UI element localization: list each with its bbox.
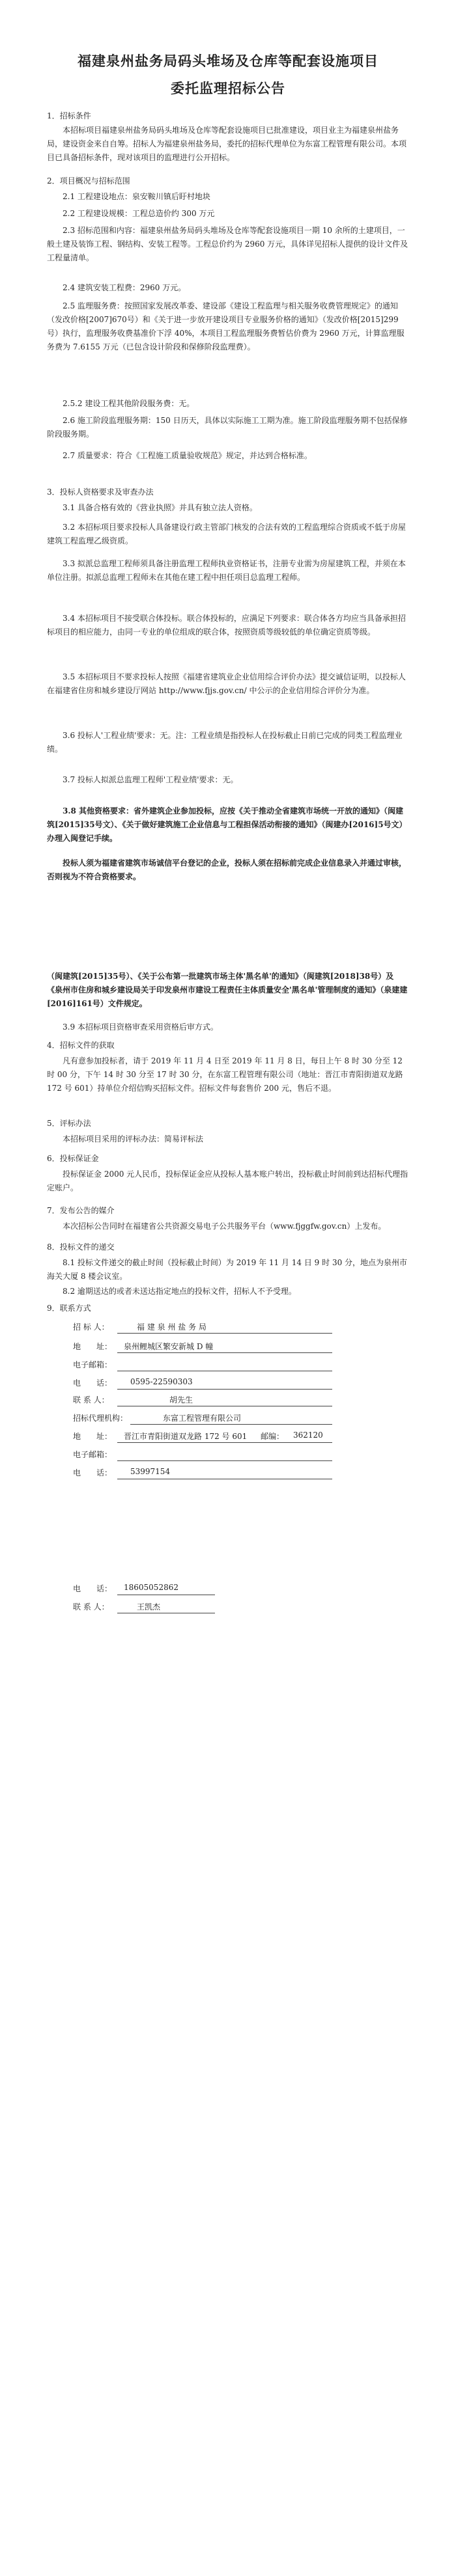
s32: 3.2 本招标项目要求投标人具备建设行政主管部门核发的合法有效的工程监理综合资质或不低于房屋建筑工程监理乙级资质。 [47, 523, 406, 545]
s23: 2.3 招标范围和内容：福建泉州盐务局码头堆场及仓库等配套设施项目一期 10 余所的土建项目，一般土建及装饰工程、钢结构、安装工程等。工程总价约为 2960 万元，具体详见招标人提供的设计文件及工程量清单。 [47, 226, 408, 262]
s41: 凡有意参加投标者，请于 2019 年 11 月 4 日至 2019 年 11 月 8 日，每日上午 8 时 30 分至 12 时 00 分，下午 14 时 30 分至 17 时 30 分，在东富工程管理有限公司（地址：晋江市青阳街道双龙路 172 号 601）持单位介绍信购买招标文件。招标文件每套售价 200 元，售后不退。 [47, 1056, 403, 1093]
tenderer-value: 福 建 泉 州 盐 务 局 [137, 1322, 207, 1332]
s34: 3.4 本招标项目不接受联合体投标。联合体投标的，应满足下列要求：联合体各方均应当具备承担招标项目的相应能力，由同一专业的单位组成的联合体，按照资质等级较低的单位确定资质等级。 [47, 614, 406, 637]
s27: 2.7 质量要求：符合《工程施工质量验收规范》规定，并达到合格标准。 [63, 451, 312, 460]
s31: 3.1 具备合格有效的《营业执照》并具有独立法人资格。 [63, 503, 257, 512]
agent-address-value: 晋江市青阳街道双龙路 172 号 601 [124, 1432, 248, 1441]
agent-address-label: 地 址： [73, 1432, 113, 1441]
zip-label: 邮编： [261, 1432, 285, 1441]
s37: 3.7 投标人拟派总监理工程师'工程业绩'要求：无。 [63, 775, 238, 784]
sec5-head: 5．评标办法 [47, 1119, 91, 1128]
tenderer-label: 招 标 人： [73, 1322, 109, 1332]
doc-title: 福建泉州盐务局码头堆场及仓库等配套设施项目 [78, 53, 378, 69]
s21: 2.1 工程建设地点：泉安鞍川镇后盱村地块 [63, 192, 210, 201]
sec9-head: 9．联系方式 [47, 1304, 91, 1313]
s26: 2.6 施工阶段监理服务期：150 日历天，具体以实际施工工期为准。施工阶段监理服务期不包括保修阶段服务期。 [47, 416, 408, 439]
sec8-head: 8．投标文件的递交 [47, 1242, 115, 1252]
s252: 2.5.2 建设工程其他阶段服务费：无。 [63, 399, 195, 408]
address-label: 地 址： [73, 1342, 113, 1351]
agent-label: 招标代理机构： [73, 1414, 128, 1423]
sec1-head: 1．招标条件 [47, 111, 91, 120]
agent-value: 东富工程管理有限公司 [163, 1414, 242, 1423]
s51: 本招标项目采用的评标办法：简易评标法 [63, 1134, 204, 1144]
sec4-head: 4．招标文件的获取 [47, 1041, 115, 1050]
contact-label: 联 系 人： [73, 1395, 109, 1404]
s61: 投标保证金 2000 元人民币，投标保证金应从投标人基本账户转出，投标截止时间前到达招标代理指定账户。 [47, 1170, 408, 1192]
tel-label: 电 话： [73, 1378, 113, 1388]
sec6-head: 6．投标保证金 [47, 1154, 99, 1163]
s24: 2.4 建筑安装工程费：2960 万元。 [63, 283, 186, 292]
zip-value: 362120 [293, 1431, 323, 1440]
agent-tel-value: 53997154 [130, 1467, 171, 1476]
s82: 8.2 逾期送达的或者未送达指定地点的投标文件，招标人不予受理。 [63, 1287, 296, 1296]
s38b: （闽建筑[2015]35号）、《关于公布第一批建筑市场主体'黑名单'的通知》（闽建筑[2018]38号）及《泉州市住房和城乡建设局关于印发泉州市建设工程责任主体质量安全'黑名单'管理制度的通知》（泉建建[2016]161号）文件规定。 [47, 972, 408, 1008]
agent-email-label: 电子邮箱： [73, 1450, 113, 1459]
sec1-body: 本招标项目福建泉州盐务局码头堆场及仓库等配套设施项目已批准建设，项目业主为福建泉州盐务局，建设资金来自自筹。招标人为福建泉州盐务局，委托的招标代理单位为东富工程管理有限公司。本项目已具备招标条件，现对该项目的监理进行公开招标。 [47, 126, 407, 162]
s33: 3.3 拟派总监理工程师须具备注册监理工程师执业资格证书，注册专业需为房屋建筑工程，并须在本单位注册。拟派总监理工程师未在其他在建工程中担任项目总监理工程师。 [47, 559, 406, 582]
sec3-head: 3．投标人资格要求及审查办法 [47, 487, 154, 497]
tel-value: 0595-22590303 [130, 1377, 193, 1386]
s36: 3.6 投标人'工程业绩'要求：无。注：工程业绩是指投标人在投标截止日前已完成的同类工程监理业绩。 [47, 731, 403, 754]
s38: 3.8 其他资格要求：省外建筑企业参加投标，应按《关于推动全省建筑市场统一开放的通知》（闽建筑[2015]35号文）、《关于做好建筑施工企业信息与工程担保活动衔接的通知》（闽建办[2016]5号文）办理入闽登记手续。 [47, 806, 407, 843]
address-value: 泉州鲤城区繁安新城 D 幢 [124, 1342, 214, 1351]
footer-tel-value: 18605052862 [124, 1583, 178, 1592]
s71: 本次招标公告同时在福建省公共资源交易电子公共服务平台（www.fjggfw.gov.cn）上发布。 [63, 1222, 386, 1231]
agent-tel-label: 电 话： [73, 1468, 113, 1477]
s22: 2.2 工程建设规模：工程总造价约 300 万元 [63, 209, 215, 218]
s39: 3.9 本招标项目资格审查采用资格后审方式。 [63, 1022, 218, 1032]
doc-subtitle: 委托监理招标公告 [171, 80, 285, 96]
contact-value: 胡先生 [169, 1395, 193, 1404]
s81: 8.1 投标文件递交的截止时间（投标截止时间）为 2019 年 11 月 14 日 9 时 30 分，地点为泉州市海关大厦 8 楼会议室。 [47, 1258, 408, 1281]
email-label: 电子邮箱： [73, 1360, 113, 1369]
s25: 2.5 监理服务费：按照国家发展改革委、建设部《建设工程监理与相关服务收费管理规定》的通知（发改价格[2007]670号）和《关于进一步放开建设项目专业服务价格的通知》（发改价格[2015]299号）执行，监理服务收费基准价下浮 40%，本项目工程监理服务费暂估价费为 2960 万元，计算监理服务费为 7.6155 万元（已包含设计阶段和保修阶段监理费）。 [47, 301, 405, 351]
s38-note: 投标人须为福建省建筑市场诚信平台登记的企业，投标人须在招标前完成企业信息录入并通过审核，否则视为不符合资格要求。 [47, 858, 407, 881]
sec7-head: 7．发布公告的媒介 [47, 1206, 115, 1215]
footer-contact-value: 王凯杰 [137, 1602, 161, 1611]
footer-tel-label: 电 话： [73, 1584, 113, 1593]
s35: 3.5 本招标项目不要求投标人按照《福建省建筑业企业信用综合评价办法》提交诚信证明，以投标人在福建省住房和城乡建设厅网站 http://www.fjjs.gov.cn/ 中公示的企业信用综合评价分为准。 [47, 672, 406, 695]
sec2-head: 2．项目概况与招标范围 [47, 176, 130, 185]
footer-contact-label: 联 系 人： [73, 1602, 109, 1611]
